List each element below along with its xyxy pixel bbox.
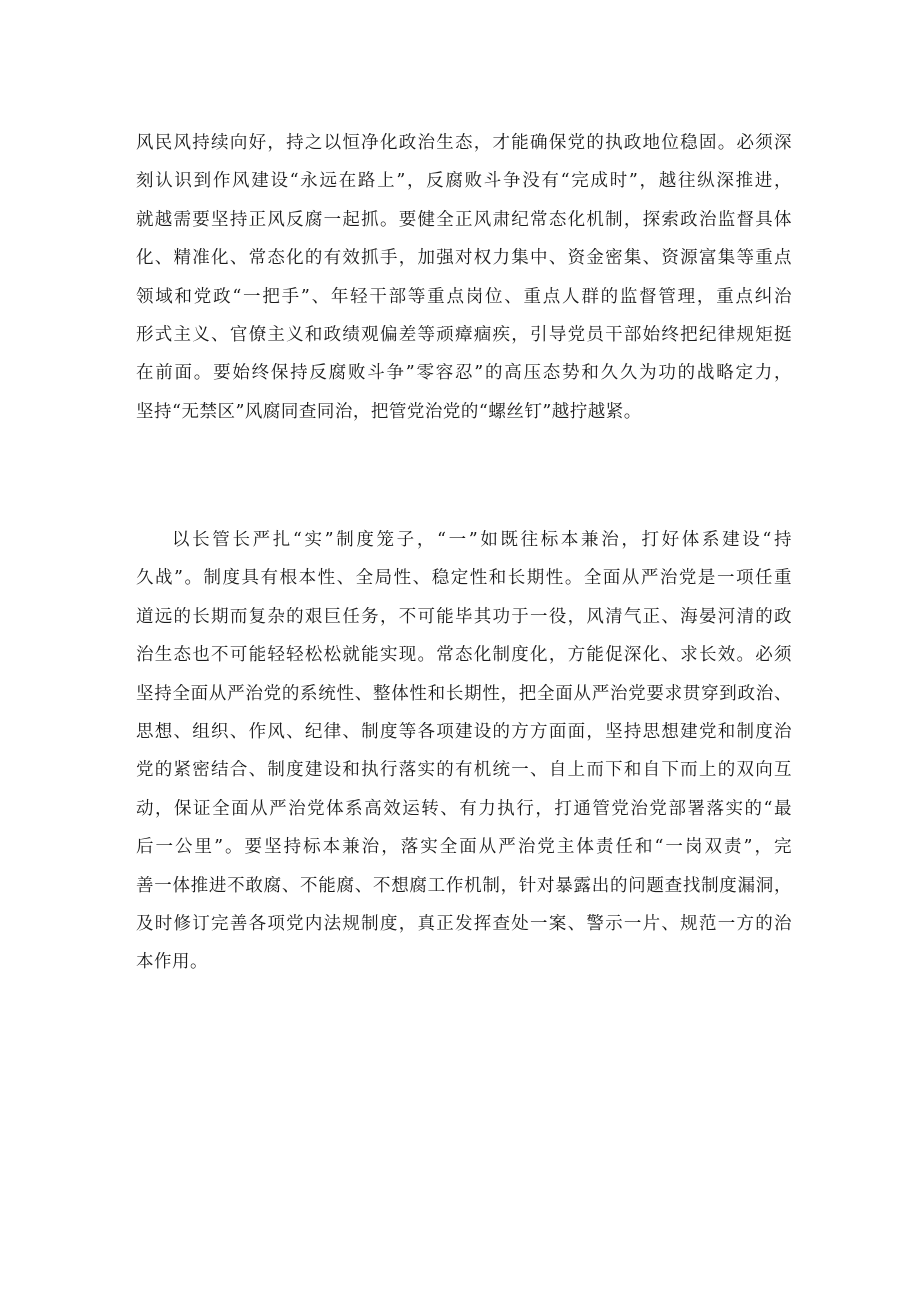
text-line: 在前面。要始终保持反腐败斗争”零容忍”的高压态势和久久为功的战略定力， [136, 363, 792, 384]
text-line: 以长管长严扎“实”制度笼子，“一”如既往标本兼治，打好体系建设“持 [172, 530, 792, 550]
text-line: 化、精准化、常态化的有效抓手，加强对权力集中、资金密集、资源富集等重点 [136, 248, 792, 269]
paragraph-1 [136, 124, 792, 431]
text-line: 坚持“无禁区”风腐同查同治，把管党治党的“螺丝钉”越拧越紧。 [136, 401, 642, 422]
text-line: 思想、组织、作风、纪律、制度等各项建设的方方面面，坚持思想建党和制度治 [136, 721, 792, 742]
text-line: 及时修订完善各项党内法规制度，真正发挥查处一案、警示一片、规范一方的治 [136, 913, 792, 934]
text-line: 动，保证全面从严治党体系高效运转、有力执行，打通管党治党部署落实的“最 [136, 798, 792, 819]
text-line: 坚持全面从严治党的系统性、整体性和长期性，把全面从严治党要求贯穿到政治、 [136, 683, 792, 704]
text-line: 党的紧密结合、制度建设和执行落实的有机统一、自上而下和自下而上的双向互 [136, 760, 792, 781]
text-line: 风民风持续向好，持之以恒净化政治生态，才能确保党的执政地位稳固。必须深 [136, 133, 792, 153]
text-line: 刻认识到作风建设“永远在路上”，反腐败斗争没有“完成时”，越往纵深推进， [136, 171, 792, 192]
text-line: 就越需要坚持正风反腐一起抓。要健全正风肃纪常态化机制，探索政治监督具体 [136, 209, 792, 230]
text-line: 本作用。 [136, 952, 208, 973]
text-line: 领域和党政“一把手”、年轻干部等重点岗位、重点人群的监督管理，重点纠治 [136, 286, 792, 307]
text-line: 治生态也不可能轻轻松松就能实现。常态化制度化，方能促深化、求长效。必须 [136, 645, 792, 666]
paragraph-2 [136, 521, 792, 982]
text-line: 善一体推进不敢腐、不能腐、不想腐工作机制，针对暴露出的问题查找制度漏洞， [136, 875, 792, 896]
text-line: 道远的长期而复杂的艰巨任务，不可能毕其功于一役，风清气正、海晏河清的政 [136, 606, 792, 627]
text-line: 后一公里”。要坚持标本兼治，落实全面从严治党主体责任和“一岗双责”，完 [136, 837, 792, 858]
text-line: 形式主义、官僚主义和政绩观偏差等顽瘴痼疾，引导党员干部始终把纪律规矩挺 [136, 324, 792, 345]
text-line: 久战”。制度具有根本性、全局性、稳定性和长期性。全面从严治党是一项任重 [136, 568, 792, 589]
